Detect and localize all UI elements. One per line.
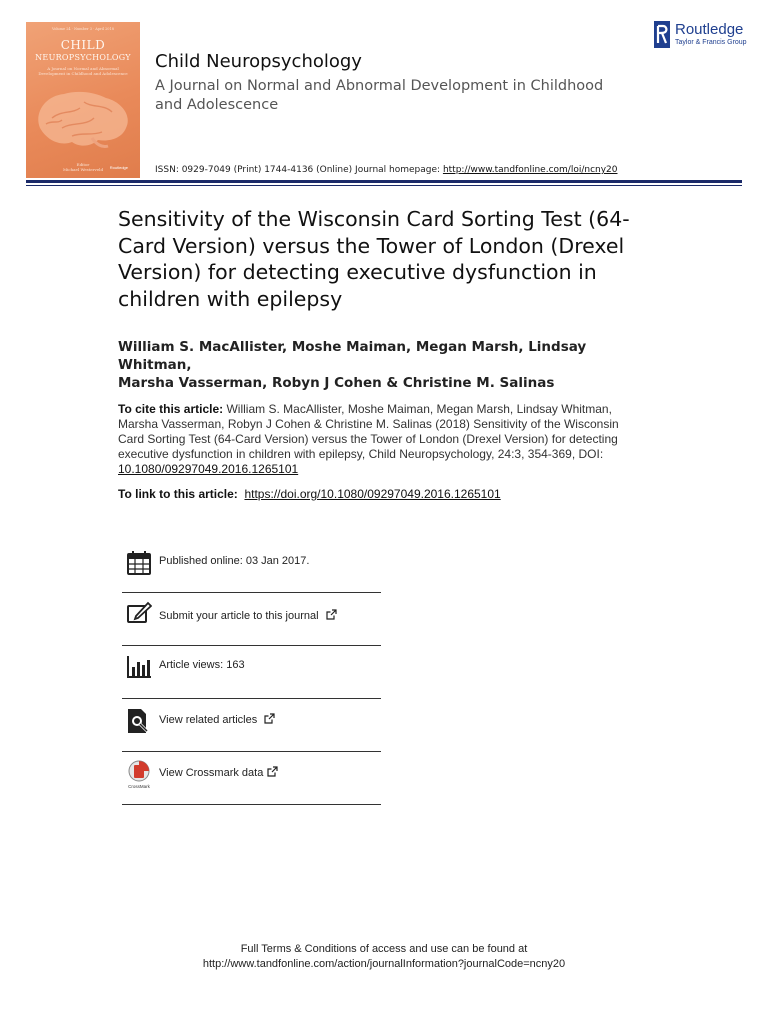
cover-editor: Editor Michael Westerveld xyxy=(62,162,104,172)
footer-terms-link[interactable]: http://www.tandfonline.com/action/journalInformation?journalCode=ncny20 xyxy=(202,958,566,970)
edit-icon xyxy=(126,600,152,626)
article-views: Article views: 163 xyxy=(159,659,245,671)
article-link-line xyxy=(118,487,658,502)
issn-text: ISSN: 0929-7049 (Print) 1744-4136 (Online) Journal homepage: xyxy=(155,165,441,175)
header-divider-thin xyxy=(26,185,742,186)
journal-cover xyxy=(26,22,140,178)
publisher-logo xyxy=(652,20,752,52)
crossmark-link[interactable]: View Crossmark data xyxy=(159,766,278,779)
article-info-panel xyxy=(122,540,381,805)
cover-publisher-logo: Routledge xyxy=(109,165,128,170)
journal-subtitle: A Journal on Normal and Abnormal Development in Childhood and Adolescence xyxy=(155,78,604,113)
external-link-icon xyxy=(267,766,278,777)
related-articles-icon xyxy=(126,708,152,734)
bar-chart-icon xyxy=(126,654,152,680)
crossmark-icon xyxy=(126,760,152,790)
journal-homepage-link[interactable]: http://www.tandfonline.com/loi/ncny20 xyxy=(442,165,618,175)
external-link-icon xyxy=(264,713,275,724)
crossmark-caption: CrossMark xyxy=(128,784,150,789)
cite-label: To cite this article: xyxy=(118,402,224,416)
cover-volume: Volume 24 · Number 3 · April 2018 xyxy=(52,27,114,31)
submit-row[interactable] xyxy=(122,593,381,646)
cite-text: William S. MacAllister, Moshe Maiman, Megan Marsh, Lindsay Whitman, Marsha Vasserman, Robyn J Cohen & Christine M. Salinas (2018) Sensitivity of the Wisconsin Card Sorting Test (64-Card Version) versus the Tower of London (Drexel Version) for detecting executive dysfunction in children with epilepsy, Child Neuropsychology, 24:3, 354-369, DOI: xyxy=(118,402,619,461)
related-row[interactable] xyxy=(122,699,381,752)
journal-title: Child Neuropsychology xyxy=(155,51,362,72)
cite-doi-link[interactable]: 10.1080/09297049.2016.1265101 xyxy=(118,462,299,476)
article-doi-link[interactable]: https://doi.org/10.1080/09297049.2016.1265101 xyxy=(244,487,501,501)
header-divider xyxy=(26,180,742,183)
crossmark-row[interactable] xyxy=(122,752,381,805)
external-link-icon xyxy=(326,609,337,620)
terms-footer xyxy=(0,942,768,972)
cover-subtitle: A Journal on Normal and Abnormal Development in Childhood and Adolescence xyxy=(38,66,128,76)
publisher-name: Routledge xyxy=(675,21,744,38)
issn-line xyxy=(155,165,618,175)
footer-line1: Full Terms & Conditions of access and use can be found at xyxy=(240,943,528,955)
cover-title-line2: NEUROPSYCHOLOGY xyxy=(35,53,131,62)
submit-article-link[interactable]: Submit your article to this journal xyxy=(159,609,337,622)
publisher-group: Taylor & Francis Group xyxy=(675,39,747,46)
related-articles-link[interactable]: View related articles xyxy=(159,713,275,726)
citation-block xyxy=(118,402,638,477)
cover-title-line1: CHILD xyxy=(60,38,106,52)
routledge-logo-icon xyxy=(654,21,670,48)
published-row xyxy=(122,540,381,593)
link-label: To link to this article: xyxy=(118,487,238,501)
article-authors: William S. MacAllister, Moshe Maiman, Megan Marsh, Lindsay Whitman, Marsha Vasserman, Robyn J Cohen & Christine M. Salinas xyxy=(118,339,587,391)
calendar-icon xyxy=(126,550,152,576)
brain-illustration-icon xyxy=(32,88,134,150)
published-date: Published online: 03 Jan 2017. xyxy=(159,555,310,567)
views-row xyxy=(122,646,381,699)
article-title: Sensitivity of the Wisconsin Card Sorting Test (64-Card Version) versus the Tower of London (Drexel Version) for detecting executive dysfunction in children with epilepsy xyxy=(118,207,630,311)
